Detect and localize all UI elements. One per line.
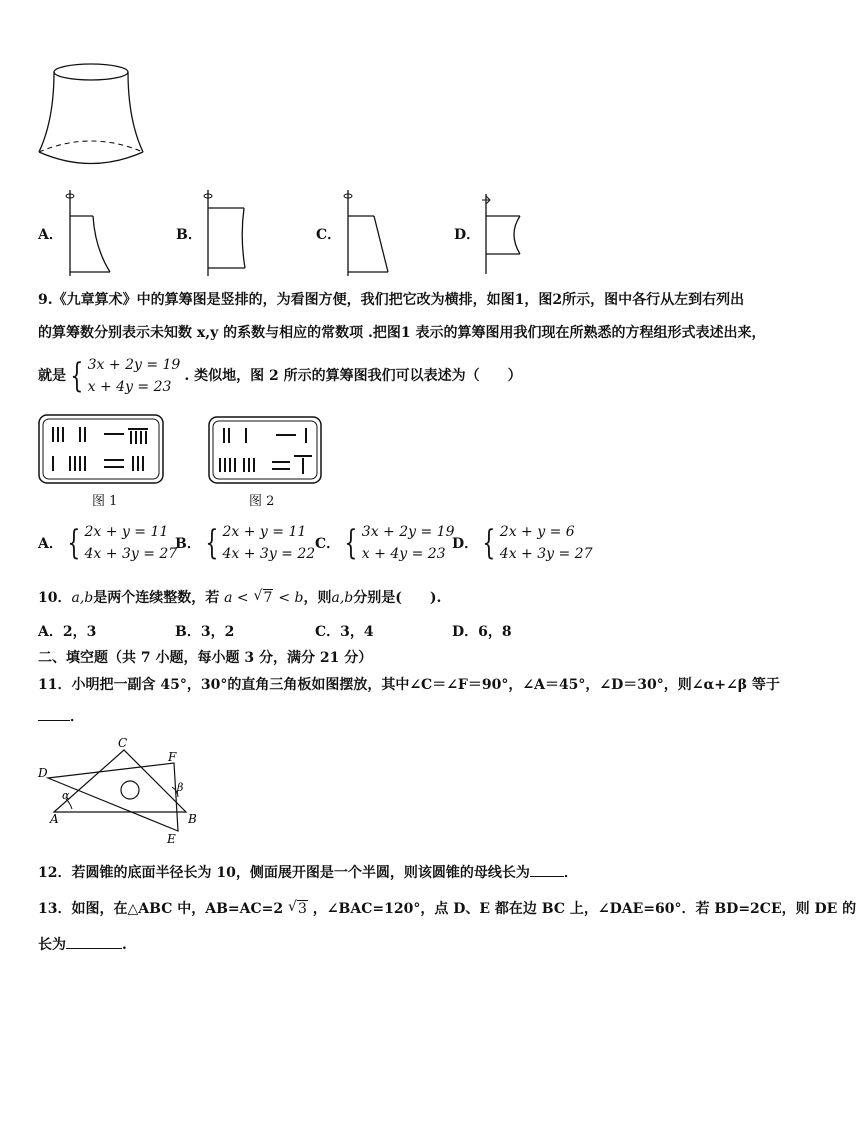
q8-option-a-figure <box>60 188 120 278</box>
equation: 4x + 3y = 27 <box>499 546 593 562</box>
q13-line2-prefix: 长为 <box>38 937 66 953</box>
circle-mark <box>121 781 139 799</box>
q8-option-d-figure <box>476 192 536 278</box>
sqrt-symbol: √ 7 <box>253 588 273 606</box>
q8-option-b-figure <box>198 188 258 278</box>
q9-text-line1: 9.《九章算术》中的算筹图是竖排的，为看图方便，我们把它改为横排，如图1，图2所示，图中各行从左到右列出 <box>38 292 745 308</box>
label-e: E <box>167 832 176 846</box>
q13-text-line1 <box>38 899 856 919</box>
q9-line3-suffix: . 类似地，图 2 所示的算筹图我们可以表述为（ ） <box>184 368 522 384</box>
q10-option-b: B．3，2 <box>175 624 235 640</box>
q10-prefix: 10． <box>38 590 72 606</box>
q13-part2: ，∠BAC=120°，点 D、E 都在边 BC 上，∠DAE=60°．若 BD=2CE，则 DE 的 <box>312 901 856 917</box>
q9-option-d <box>452 521 592 565</box>
equation: 2x + y = 11 <box>84 524 169 540</box>
solid-top-ellipse <box>54 64 128 80</box>
q10-option-a: A．2，3 <box>38 624 97 640</box>
equation: x + 4y = 23 <box>87 379 172 395</box>
q8-option-a-label: A． <box>38 227 63 243</box>
q11-text-line1: 11．小明把一副含 45°，30°的直角三角板如图摆放，其中∠C＝∠F＝90°，∠A＝45°，∠D＝30°，则∠α+∠β 等于 <box>38 677 780 693</box>
q8-option-c-label: C． <box>316 227 342 243</box>
figure-2-caption: 图 2 <box>249 494 275 509</box>
sqrt-symbol: √ 3 <box>288 899 307 917</box>
equation: 3x + 2y = 19 <box>87 357 181 373</box>
label-alpha: α <box>62 789 70 802</box>
q12-suffix: ． <box>563 865 578 881</box>
label-a: A <box>50 812 59 826</box>
system-brace: { <box>70 356 84 396</box>
answer-blank[interactable] <box>38 706 70 721</box>
q11-line2-suffix: ． <box>70 709 84 725</box>
q12-question: 12．若圆锥的底面半径长为 10，侧面展开图是一个半圆，则该圆锥的母线长为 <box>38 865 530 881</box>
q10-ineq-left: a < <box>224 590 249 606</box>
q9-text-line2: 的算筹数分别表示未知数 x,y 的系数与相应的常数项 .把图1 表示的算筹图用我们现在所熟悉的方程组形式表述出来， <box>38 325 766 341</box>
solid-left-side <box>39 72 54 152</box>
equation: 2x + y = 11 <box>222 524 307 540</box>
q10-option-d: D．6，8 <box>452 624 512 640</box>
answer-blank[interactable] <box>66 934 122 949</box>
solid-right-side <box>128 72 143 152</box>
q10-suffix: 分别是( ). <box>353 590 442 606</box>
system-brace: { <box>67 523 81 563</box>
triangles-figure <box>36 735 206 847</box>
figure-1-caption: 图 1 <box>92 494 118 509</box>
q13-radicand: 3 <box>298 901 307 917</box>
label-d: D <box>38 766 48 780</box>
system-brace: { <box>344 523 358 563</box>
q8-option-b-label: B． <box>176 227 202 243</box>
counting-rod-figure-1 <box>38 414 164 484</box>
option-label: D． <box>452 536 479 552</box>
triangle-acb <box>54 750 186 812</box>
q13-line2-suffix: . <box>122 937 127 953</box>
q13-text-line2 <box>38 934 127 955</box>
q9-option-b <box>175 521 315 565</box>
q9-option-c <box>315 521 455 565</box>
system-brace: { <box>482 523 496 563</box>
label-beta: β <box>177 781 184 794</box>
answer-blank[interactable] <box>530 862 564 877</box>
solid-bottom-front <box>39 152 143 164</box>
q13-part1: 13．如图，在△ABC 中，AB=AC=2 <box>38 901 284 917</box>
q10-mid: 是两个连续整数，若 <box>93 590 220 606</box>
q11-text-line2 <box>38 706 84 727</box>
q10-vars2: a,b <box>331 590 354 606</box>
section-title: 二、填空题（共 7 小题，每小题 3 分，满分 21 分） <box>38 650 373 666</box>
option-label: A． <box>38 536 63 552</box>
q9-line3 <box>38 354 522 398</box>
q9-line3-prefix: 就是 <box>38 368 66 384</box>
q8-option-c-figure <box>338 188 398 278</box>
solid-figure <box>36 60 146 180</box>
q10-text <box>38 588 441 608</box>
q9-option-a <box>38 521 177 565</box>
q8-option-d-label: D． <box>454 227 481 243</box>
q10-ineq-right: < b <box>278 590 304 606</box>
system-brace: { <box>205 523 219 563</box>
q10-radicand: 7 <box>263 590 273 606</box>
solid-bottom-back <box>39 141 143 152</box>
q10-option-c: C．3，4 <box>315 624 374 640</box>
q10-then: ，则 <box>303 590 332 606</box>
q12-text <box>38 862 578 883</box>
label-f: F <box>168 750 177 764</box>
option-label: B． <box>175 536 201 552</box>
q10-vars: a,b <box>71 590 94 606</box>
equation: 4x + 3y = 22 <box>222 546 316 562</box>
option-label: C． <box>315 536 341 552</box>
counting-rod-figure-2 <box>208 416 322 484</box>
label-b: B <box>188 812 197 826</box>
equation: x + 4y = 23 <box>361 546 446 562</box>
equation: 3x + 2y = 19 <box>361 524 455 540</box>
equation: 2x + y = 6 <box>499 524 575 540</box>
equation: 4x + 3y = 27 <box>84 546 178 562</box>
q9-example-system <box>88 354 181 398</box>
label-c: C <box>118 736 128 750</box>
